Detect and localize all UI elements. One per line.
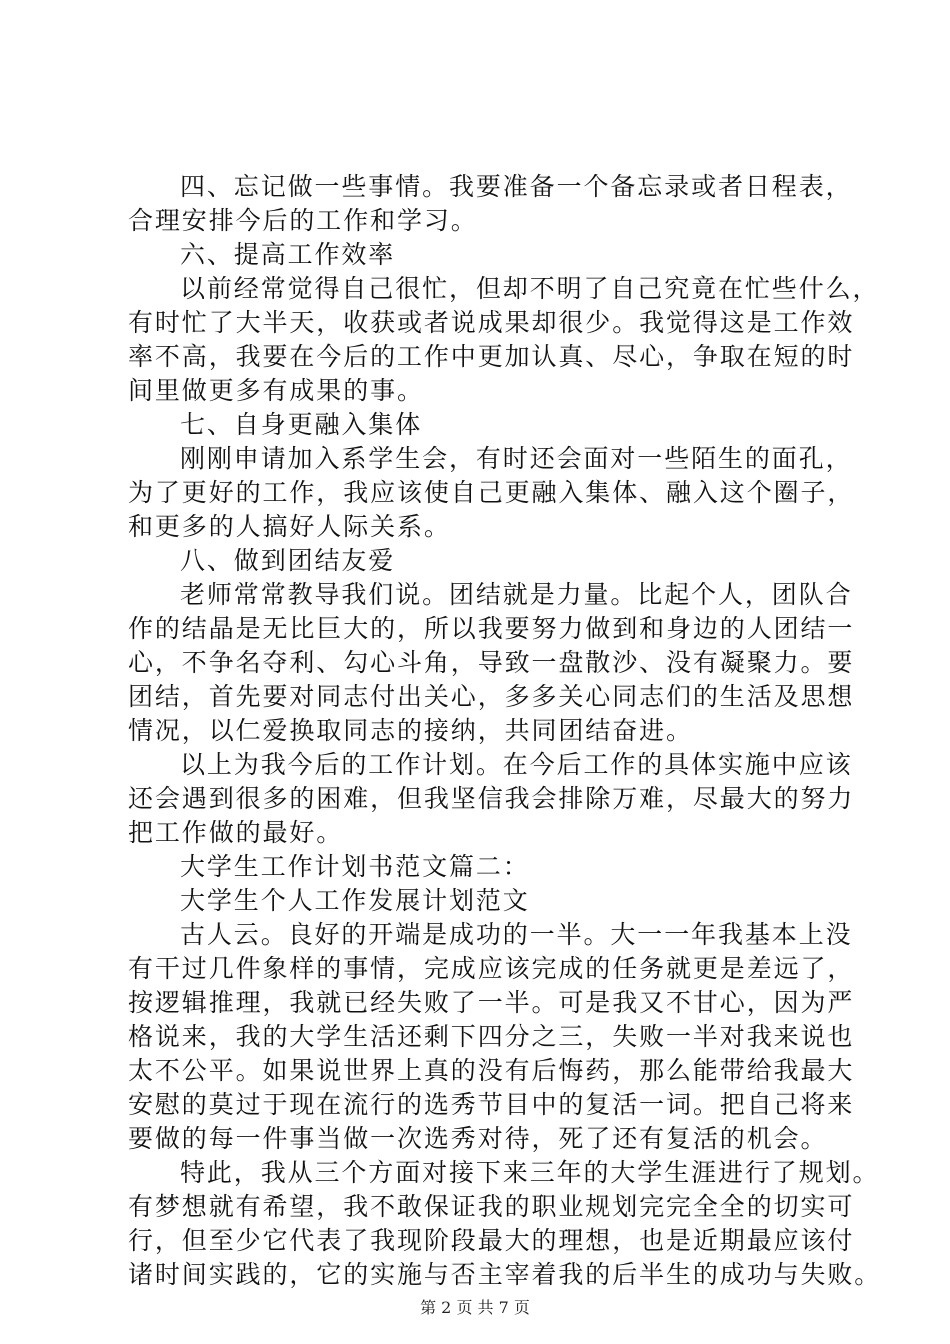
page-number-footer: 第 2 页 共 7 页 [420, 1298, 530, 1317]
section-heading: 大学生工作计划书范文篇二： [180, 852, 530, 881]
section-heading: 六、提高工作效率 [180, 240, 396, 269]
paragraph-line: 四、忘记做一些事情。我要准备一个备忘录或者日程表， [180, 172, 853, 201]
paragraph-line: 特此，我从三个方面对接下来三年的大学生涯进行了规划。 [180, 1158, 880, 1187]
paragraph-line: 行，但至少它代表了我现阶段最大的理想，也是近期最应该付 [128, 1226, 855, 1255]
paragraph-line: 作的结晶是无比巨大的，所以我要努力做到和身边的人团结一 [128, 614, 855, 643]
paragraph-line: 和更多的人搞好人际关系。 [128, 512, 451, 541]
paragraph-line: 还会遇到很多的困难，但我坚信我会排除万难，尽最大的努力 [128, 784, 855, 813]
paragraph-line: 情况，以仁爱换取同志的接纳，共同团结奋进。 [128, 716, 693, 745]
paragraph-line: 刚刚申请加入系学生会，有时还会面对一些陌生的面孔， [180, 444, 853, 473]
paragraph-line: 格说来，我的大学生活还剩下四分之三，失败一半对我来说也 [128, 1022, 855, 1051]
paragraph-line: 率不高，我要在今后的工作中更加认真、尽心，争取在短的时 [128, 342, 855, 371]
paragraph-line: 古人云。良好的开端是成功的一半。大一一年我基本上没 [180, 920, 853, 949]
paragraph-line: 团结，首先要对同志付出关心，多多关心同志们的生活及思想 [128, 682, 855, 711]
paragraph-line: 要做的每一件事当做一次选秀对待，死了还有复活的机会。 [128, 1124, 828, 1153]
paragraph-line: 把工作做的最好。 [128, 818, 344, 847]
paragraph-line: 老师常常教导我们说。团结就是力量。比起个人，团队合 [180, 580, 853, 609]
section-heading: 八、做到团结友爱 [180, 546, 396, 575]
document-body [128, 170, 882, 1292]
paragraph-line: 安慰的莫过于现在流行的选秀节目中的复活一词。把自己将来 [128, 1090, 855, 1119]
paragraph-line: 以上为我今后的工作计划。在今后工作的具体实施中应该 [180, 750, 853, 779]
paragraph-line: 有时忙了大半天，收获或者说成果却很少。我觉得这是工作效 [128, 308, 855, 337]
paragraph-line: 有干过几件象样的事情，完成应该完成的任务就更是差远了， [128, 954, 855, 983]
paragraph-line: 有梦想就有希望，我不敢保证我的职业规划完完全全的切实可 [128, 1192, 855, 1221]
paragraph-line: 诸时间实践的，它的实施与否主宰着我的后半生的成功与失败。 [128, 1260, 882, 1289]
paragraph-line: 以前经常觉得自己很忙，但却不明了自己究竟在忙些什么， [180, 274, 880, 303]
section-heading: 大学生个人工作发展计划范文 [180, 886, 530, 915]
section-heading: 七、自身更融入集体 [180, 410, 423, 439]
paragraph-line: 间里做更多有成果的事。 [128, 376, 424, 405]
paragraph-line: 太不公平。如果说世界上真的没有后悔药，那么能带给我最大 [128, 1056, 855, 1085]
paragraph-line: 按逻辑推理，我就已经失败了一半。可是我又不甘心，因为严 [128, 988, 855, 1017]
paragraph-line: 为了更好的工作，我应该使自己更融入集体、融入这个圈子， [128, 478, 855, 507]
paragraph-line: 心，不争名夺利、勾心斗角，导致一盘散沙、没有凝聚力。要 [128, 648, 855, 677]
paragraph-line: 合理安排今后的工作和学习。 [128, 206, 478, 235]
